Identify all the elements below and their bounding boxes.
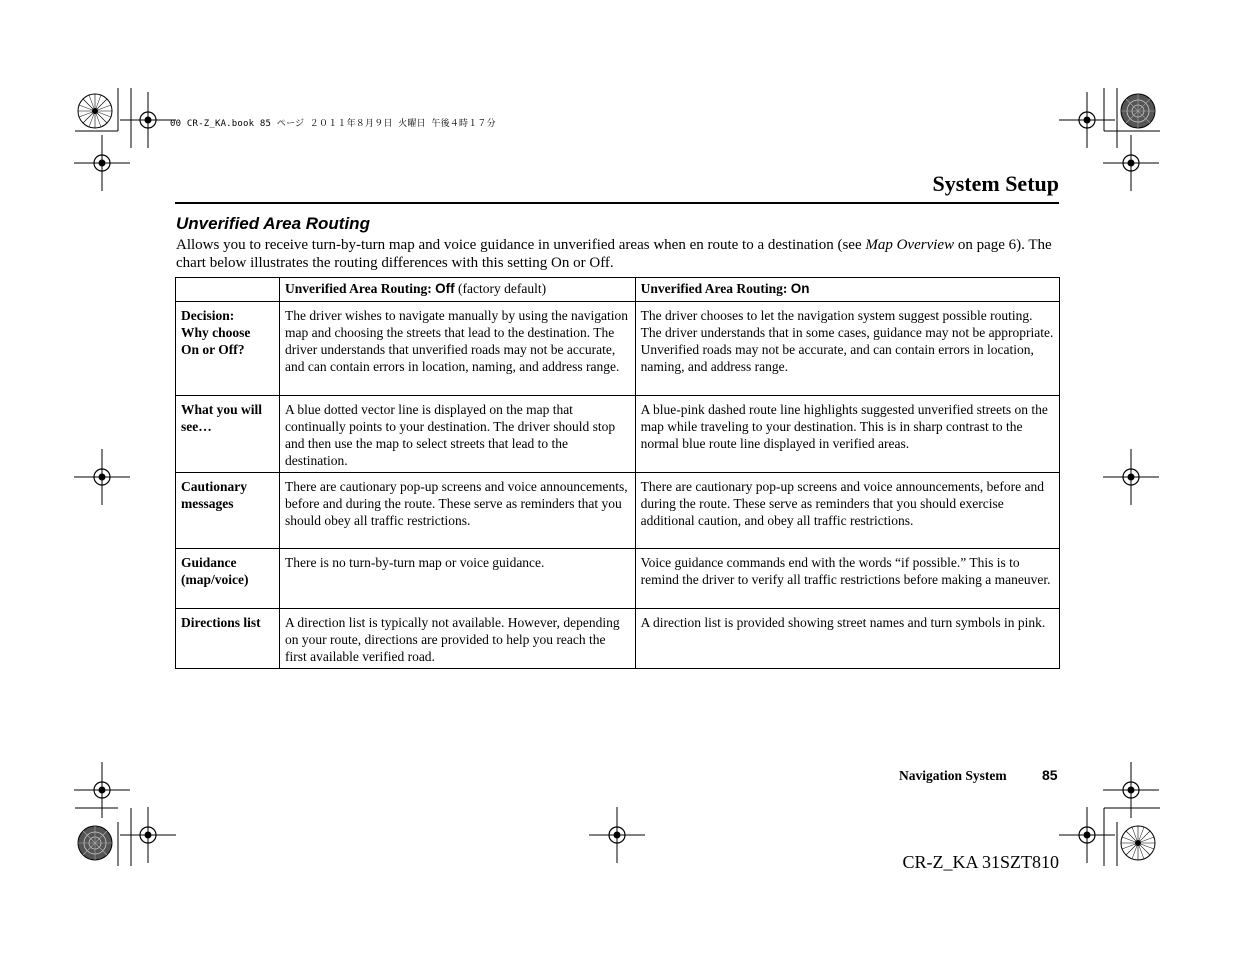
cell-on: Voice guidance commands end with the words “if possible.” This is to remind the driver to verify all traffic restrictions before making a maneuver.	[635, 549, 1059, 609]
header-on: Unverified Area Routing: On	[635, 278, 1059, 302]
page-number: 85	[1042, 767, 1058, 783]
document-code: CR-Z_KA 31SZT810	[902, 852, 1059, 872]
routing-comparison-table	[175, 277, 1060, 669]
cell-on: A blue-pink dashed route line highlights suggested unverified streets on the map while traveling to your destination. This is in sharp contrast to the normal blue route line displayed in verified areas.	[635, 396, 1059, 473]
cell-on: There are cautionary pop-up screens and voice announcements, before and during the route. These serve as reminders that you should exercise additional caution, and obey all traffic restrictions.	[635, 473, 1059, 549]
intro-text-1: Allows you to receive turn-by-turn map and voice guidance in unverified areas when en route to a destination (see	[176, 237, 866, 253]
table-header-row	[176, 278, 1060, 302]
cell-off: There is no turn-by-turn map or voice guidance.	[280, 549, 636, 609]
row-label-directions: Directions list	[176, 609, 280, 669]
table-row	[176, 396, 1060, 473]
footer-label: Navigation System	[899, 768, 1007, 783]
header-empty-cell	[176, 278, 280, 302]
row-label-decision: Decision: Why choose On or Off?	[176, 302, 280, 396]
off-value: Off	[435, 281, 455, 296]
intro-paragraph	[176, 236, 1060, 272]
on-value: On	[790, 281, 810, 296]
row-label-what-you-see: What you will see…	[176, 396, 280, 473]
table-row	[176, 549, 1060, 609]
cell-off: A blue dotted vector line is displayed on the map that continually points to your destination. The driver should stop and then use the map to select streets that lead to the destination.	[280, 396, 636, 473]
table-row	[176, 302, 1060, 396]
row-label-cautionary: Cautionary messages	[176, 473, 280, 549]
table-row	[176, 609, 1060, 669]
cell-off: The driver wishes to navigate manually by using the navigation map and choosing the streets that lead to the destination. The driver understands that unverified roads may not be accurate, and can contain errors in location, naming, and address range.	[280, 302, 636, 396]
map-overview-reference: Map Overview	[865, 237, 955, 253]
cell-off: There are cautionary pop-up screens and voice announcements, before and during the route. These serve as reminders that you should obey all traffic restrictions.	[280, 473, 636, 549]
cell-on: The driver chooses to let the navigation system suggest possible routing. The driver understands that in some cases, guidance may not be appropriate. Unverified roads may not be accurate, and can contain errors in location, naming, and address range.	[635, 302, 1059, 396]
title-divider	[175, 202, 1059, 204]
row-label-guidance: Guidance (map/voice)	[176, 549, 280, 609]
book-info-line: 00 CR-Z_KA.book 85 ページ ２０１１年８月９日 火曜日 午後４時１７分	[170, 119, 496, 129]
intro-text-2: on page 6). The chart below illustrates the routing differences with this setting On or Off.	[176, 237, 1052, 271]
cell-on: A direction list is provided showing street names and turn symbols in pink.	[635, 609, 1059, 669]
cell-off: A direction list is typically not available. However, depending on your route, directions are provided to help you reach the first available verified road.	[280, 609, 636, 669]
header-off: Unverified Area Routing: Off (factory default)	[280, 278, 636, 302]
factory-default-note: (factory default)	[454, 281, 547, 296]
table-row	[176, 473, 1060, 549]
section-heading: Unverified Area Routing	[176, 214, 370, 233]
page-title: System Setup	[932, 171, 1059, 196]
